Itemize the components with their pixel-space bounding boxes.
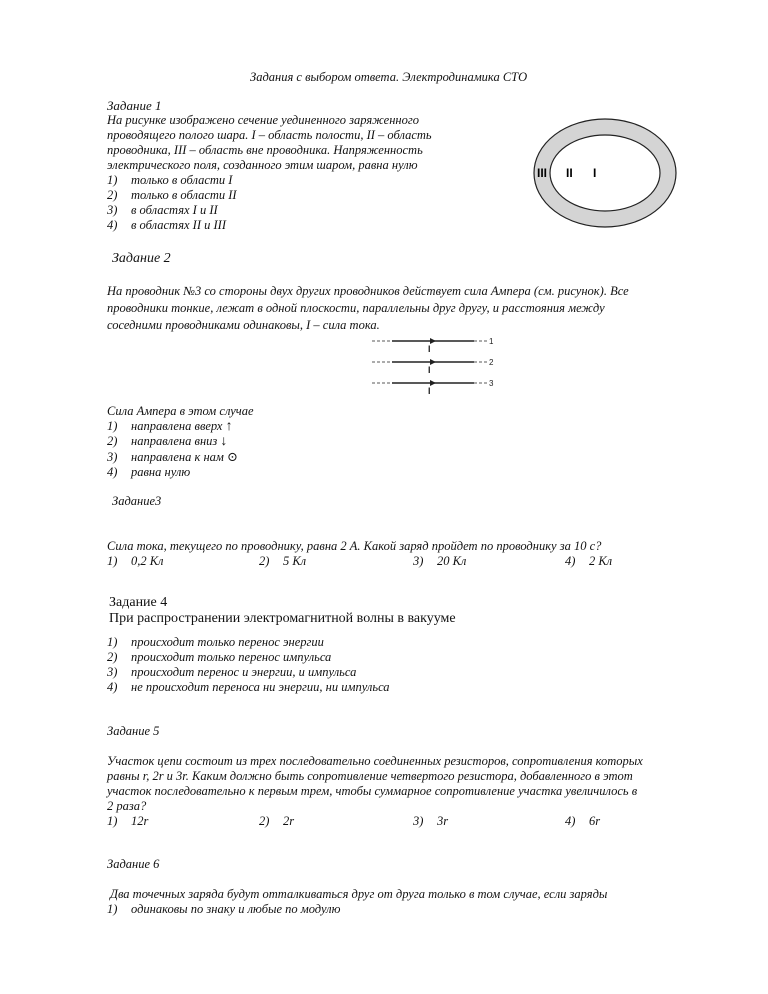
current-label: I <box>428 365 431 375</box>
list-item: 1) только в области I <box>107 173 233 187</box>
task1-options <box>107 173 237 233</box>
list-item: 1) одинаковы по знаку и любые по модулю <box>107 902 341 916</box>
list-item: 3) направлена к нам ⊙ <box>107 449 238 464</box>
hollow-sphere-figure <box>525 115 685 233</box>
list-item: 4) 2 Кл <box>565 554 613 568</box>
region-label-1: I <box>593 166 597 180</box>
current-label: I <box>428 344 431 354</box>
task2-options <box>107 419 238 480</box>
list-item: 3) происходит перенос и энергии, и импульса <box>107 665 357 679</box>
page-title: Задания с выбором ответа. Электродинамика СТО <box>250 70 528 84</box>
list-item: 4) 6r <box>565 814 601 828</box>
list-item: 3) 3r <box>413 814 449 828</box>
task1-text: На рисунке изображено сечение уединенного заряженного проводящего полого шара. I – область полости, II – область проводника, III – область вне проводника. Напряженность электрического поля, созданного этим шаром, равна нулю <box>107 113 432 172</box>
conductors-figure <box>370 333 500 397</box>
task6-heading: Задание 6 <box>107 857 160 871</box>
task4-options <box>107 635 390 695</box>
list-item: 4) не происходит переноса ни энергии, ни импульса <box>107 680 390 694</box>
wire-label-1: 1 <box>489 337 494 346</box>
list-item: 2) происходит только перенос импульса <box>107 650 332 664</box>
list-item: 3) 20 Кл <box>413 554 467 568</box>
task5-text: Участок цепи состоит из трех последовательно соединенных резисторов, сопротивления которых равны r, 2r и 3r. Каким должно быть сопротивление четвертого резистора, добавленного в этот участок последовательно к первым трем, чтобы суммарное сопротивление участка увеличилось в 2 раза? <box>107 754 643 813</box>
task3-heading: Задание3 <box>112 494 162 508</box>
list-item: 1) 0,2 Кл <box>107 554 164 568</box>
current-label: I <box>428 386 431 396</box>
task4-heading: Задание 4 <box>109 595 168 610</box>
arrow-down-icon: ↓ <box>220 434 228 449</box>
arrow-right-icon <box>430 338 436 344</box>
task1-heading: Задание 1 <box>107 98 162 113</box>
task5-options <box>107 814 727 829</box>
wire-label-3: 3 <box>489 379 494 388</box>
task6-question: Два точечных заряда будут отталкиваться друг от друга только в том случае, если заряды <box>110 887 608 901</box>
list-item: 1) направлена вверх ↑ <box>107 419 233 434</box>
list-item: 1) 12r <box>107 814 149 828</box>
task2-question: Сила Ампера в этом случае <box>107 404 254 418</box>
list-item: 2) 5 Кл <box>259 554 307 568</box>
task2-text: На проводник №3 со стороны двух других проводников действует сила Ампера (см. рисунок). Все проводники тонкие, лежат в одной плоскости, параллельны друг другу, и расстояния между соседними проводниками одинаковы, I – сила тока. <box>107 284 629 332</box>
list-item: 1) происходит только перенос энергии <box>107 635 324 649</box>
region-label-3: III <box>537 166 548 180</box>
task3-question: Сила тока, текущего по проводнику, равна 2 А. Какой заряд пройдет по проводнику за 10 с? <box>107 539 602 553</box>
task4-question: При распространении электромагнитной волны в вакууме <box>109 611 456 626</box>
list-item: 2) 2r <box>259 814 295 828</box>
arrow-up-icon: ↑ <box>225 419 233 434</box>
task5-heading: Задание 5 <box>107 724 160 738</box>
task2-heading: Задание 2 <box>112 251 171 266</box>
list-item: 4) в областях II и III <box>107 218 226 232</box>
task3-options <box>107 554 727 569</box>
arrow-right-icon <box>430 359 436 365</box>
wire-label-2: 2 <box>489 358 494 367</box>
dot-circle-icon: ⊙ <box>227 449 238 464</box>
region-label-2: II <box>566 166 573 180</box>
task6-options <box>107 902 340 917</box>
list-item: 3) в областях I и II <box>107 203 218 217</box>
list-item: 4) равна нулю <box>107 465 191 479</box>
list-item: 2) направлена вниз ↓ <box>107 434 228 449</box>
arrow-right-icon <box>430 380 436 386</box>
list-item: 2) только в области II <box>107 188 237 202</box>
